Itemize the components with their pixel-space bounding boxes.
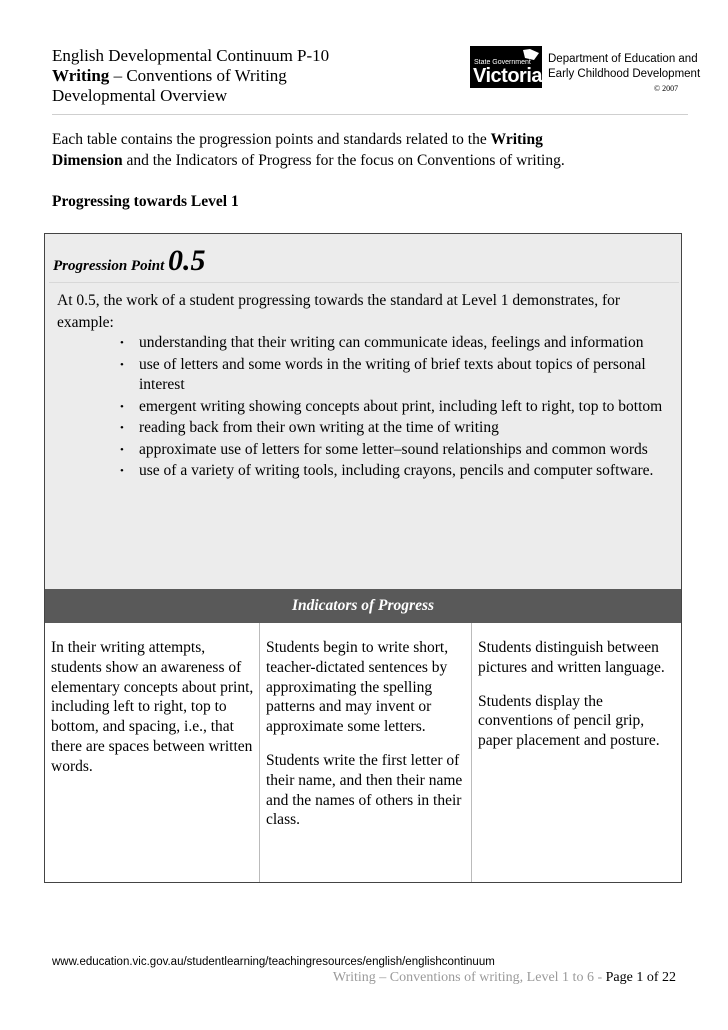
title-line-2: Writing – Conventions of Writing bbox=[52, 66, 287, 85]
progression-point-heading: Progression Point 0.5 bbox=[53, 244, 206, 277]
bullet-icon: • bbox=[120, 443, 124, 456]
title-line-1: English Developmental Continuum P-10 bbox=[52, 46, 330, 65]
bullet-icon: • bbox=[120, 358, 124, 371]
page-number: Page 1 of 22 bbox=[605, 970, 676, 985]
copyright: © 2007 bbox=[654, 84, 679, 93]
intro-paragraph: Each table contains the progression points and standards related to the Writing Dimension and the Indicators of Progress for the focus on Conventions of writing. bbox=[52, 131, 565, 169]
list-item: • emergent writing showing concepts about print, including left to right, top to bottom bbox=[139, 397, 677, 418]
indicator-column-1 bbox=[45, 623, 259, 882]
document-title bbox=[52, 46, 329, 106]
indicator-text: Students distinguish between pictures and written language. bbox=[478, 639, 665, 676]
footer-url: www.education.vic.gov.au/studentlearning/teachingresources/english/englishcontinuum bbox=[52, 956, 495, 968]
list-item: • use of a variety of writing tools, including crayons, pencils and computer software. bbox=[139, 461, 677, 482]
department-logo bbox=[470, 46, 701, 96]
bullet-icon: • bbox=[120, 337, 124, 349]
level-heading: Progressing towards Level 1 bbox=[52, 193, 239, 210]
progression-point-panel bbox=[45, 234, 681, 589]
bullet-icon: • bbox=[120, 422, 124, 434]
indicator-text: Students write the first letter of their name, and then their name and the names of others in their class. bbox=[266, 751, 463, 829]
indicator-column-2 bbox=[259, 623, 471, 882]
victoria-logo-mark: State Government Victoria bbox=[470, 46, 542, 88]
indicator-text: Students display the conventions of pencil grip, paper placement and posture. bbox=[478, 692, 660, 750]
indicator-text: In their writing attempts, students show an awareness of elementary concepts about print, including left to right, top to bottom, and spacing, i.e., that there are spaces between written words. bbox=[51, 639, 254, 775]
progression-list bbox=[57, 333, 677, 482]
list-item: • reading back from their own writing at the time of writing bbox=[139, 418, 677, 439]
progression-intro: At 0.5, the work of a student progressing towards the standard at Level 1 demonstrates, for example: bbox=[57, 292, 621, 331]
progression-table bbox=[44, 233, 682, 883]
bullet-icon: • bbox=[120, 400, 124, 413]
indicator-column-3 bbox=[471, 623, 681, 882]
progression-description bbox=[57, 290, 677, 483]
indicators-columns bbox=[45, 623, 681, 882]
row-divider bbox=[49, 282, 679, 283]
victoria-map-icon bbox=[522, 48, 540, 64]
footer-page-info: Writing – Conventions of writing, Level 1 to 6 - Page 1 of 22 bbox=[332, 970, 676, 985]
indicators-heading: Indicators of Progress bbox=[45, 589, 681, 623]
list-item: • use of letters and some words in the writing of brief texts about topics of personal interest bbox=[120, 355, 646, 393]
list-item: • understanding that their writing can communicate ideas, feelings and information bbox=[139, 333, 677, 354]
document-header bbox=[52, 46, 701, 112]
list-item: • approximate use of letters for some letter–sound relationships and common words bbox=[139, 440, 677, 461]
indicator-text: Students begin to write short, teacher-dictated sentences by approximating the spelling patterns and may invent or approximate some letters. bbox=[266, 639, 449, 736]
header-divider bbox=[52, 114, 688, 115]
bullet-icon: • bbox=[120, 465, 124, 477]
title-line-3: Developmental Overview bbox=[52, 86, 228, 105]
department-name: Department of Education and Early Childhood Development bbox=[548, 53, 701, 80]
